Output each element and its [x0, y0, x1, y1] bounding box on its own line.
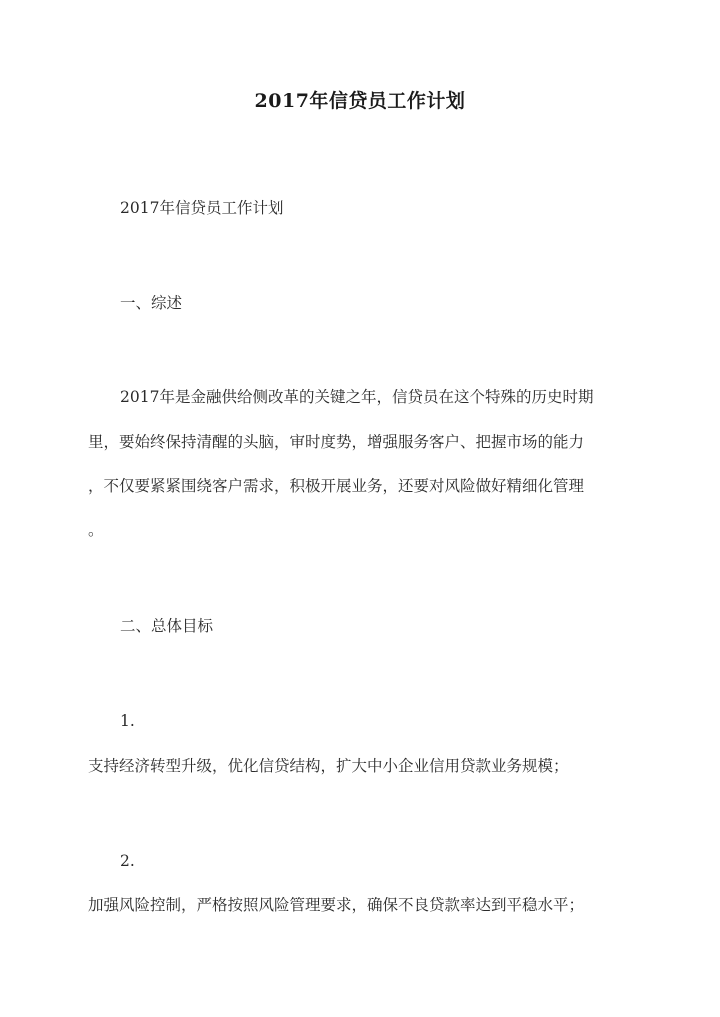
list-item-text: 支持经济转型升级，优化信贷结构，扩大中小企业信用贷款业务规模；: [88, 757, 569, 775]
document-subtitle: 2017年信贷员工作计划: [120, 199, 284, 217]
paragraph-line: 2017年是金融供给侧改革的关键之年，信贷员在这个特殊的历史时期: [120, 388, 594, 406]
list-item-text: 加强风险控制，严格按照风险管理要求，确保不良贷款率达到平稳水平；: [88, 896, 585, 914]
section-heading-overview: 一、综述: [120, 294, 183, 312]
paragraph-line: 。: [88, 521, 104, 539]
section-heading-goals: 二、总体目标: [120, 617, 214, 635]
document-title: 2017年信贷员工作计划: [254, 90, 466, 112]
paragraph-line: ，不仅要紧紧围绕客户需求，积极开展业务，还要对风险做好精细化管理: [88, 477, 585, 495]
list-item-number: 1.: [120, 712, 135, 730]
list-item-number: 2.: [120, 852, 135, 870]
paragraph-line: 里，要始终保持清醒的头脑，审时度势，增强服务客户、把握市场的能力: [88, 433, 585, 451]
